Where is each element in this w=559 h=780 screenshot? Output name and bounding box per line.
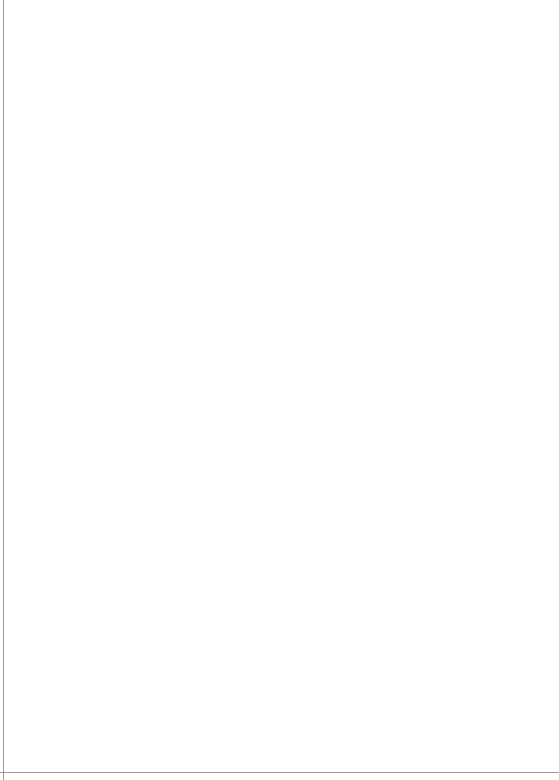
page-edge-bottom	[0, 772, 559, 773]
page-edge-left	[3, 0, 4, 780]
chapter-title-column	[417, 78, 457, 248]
